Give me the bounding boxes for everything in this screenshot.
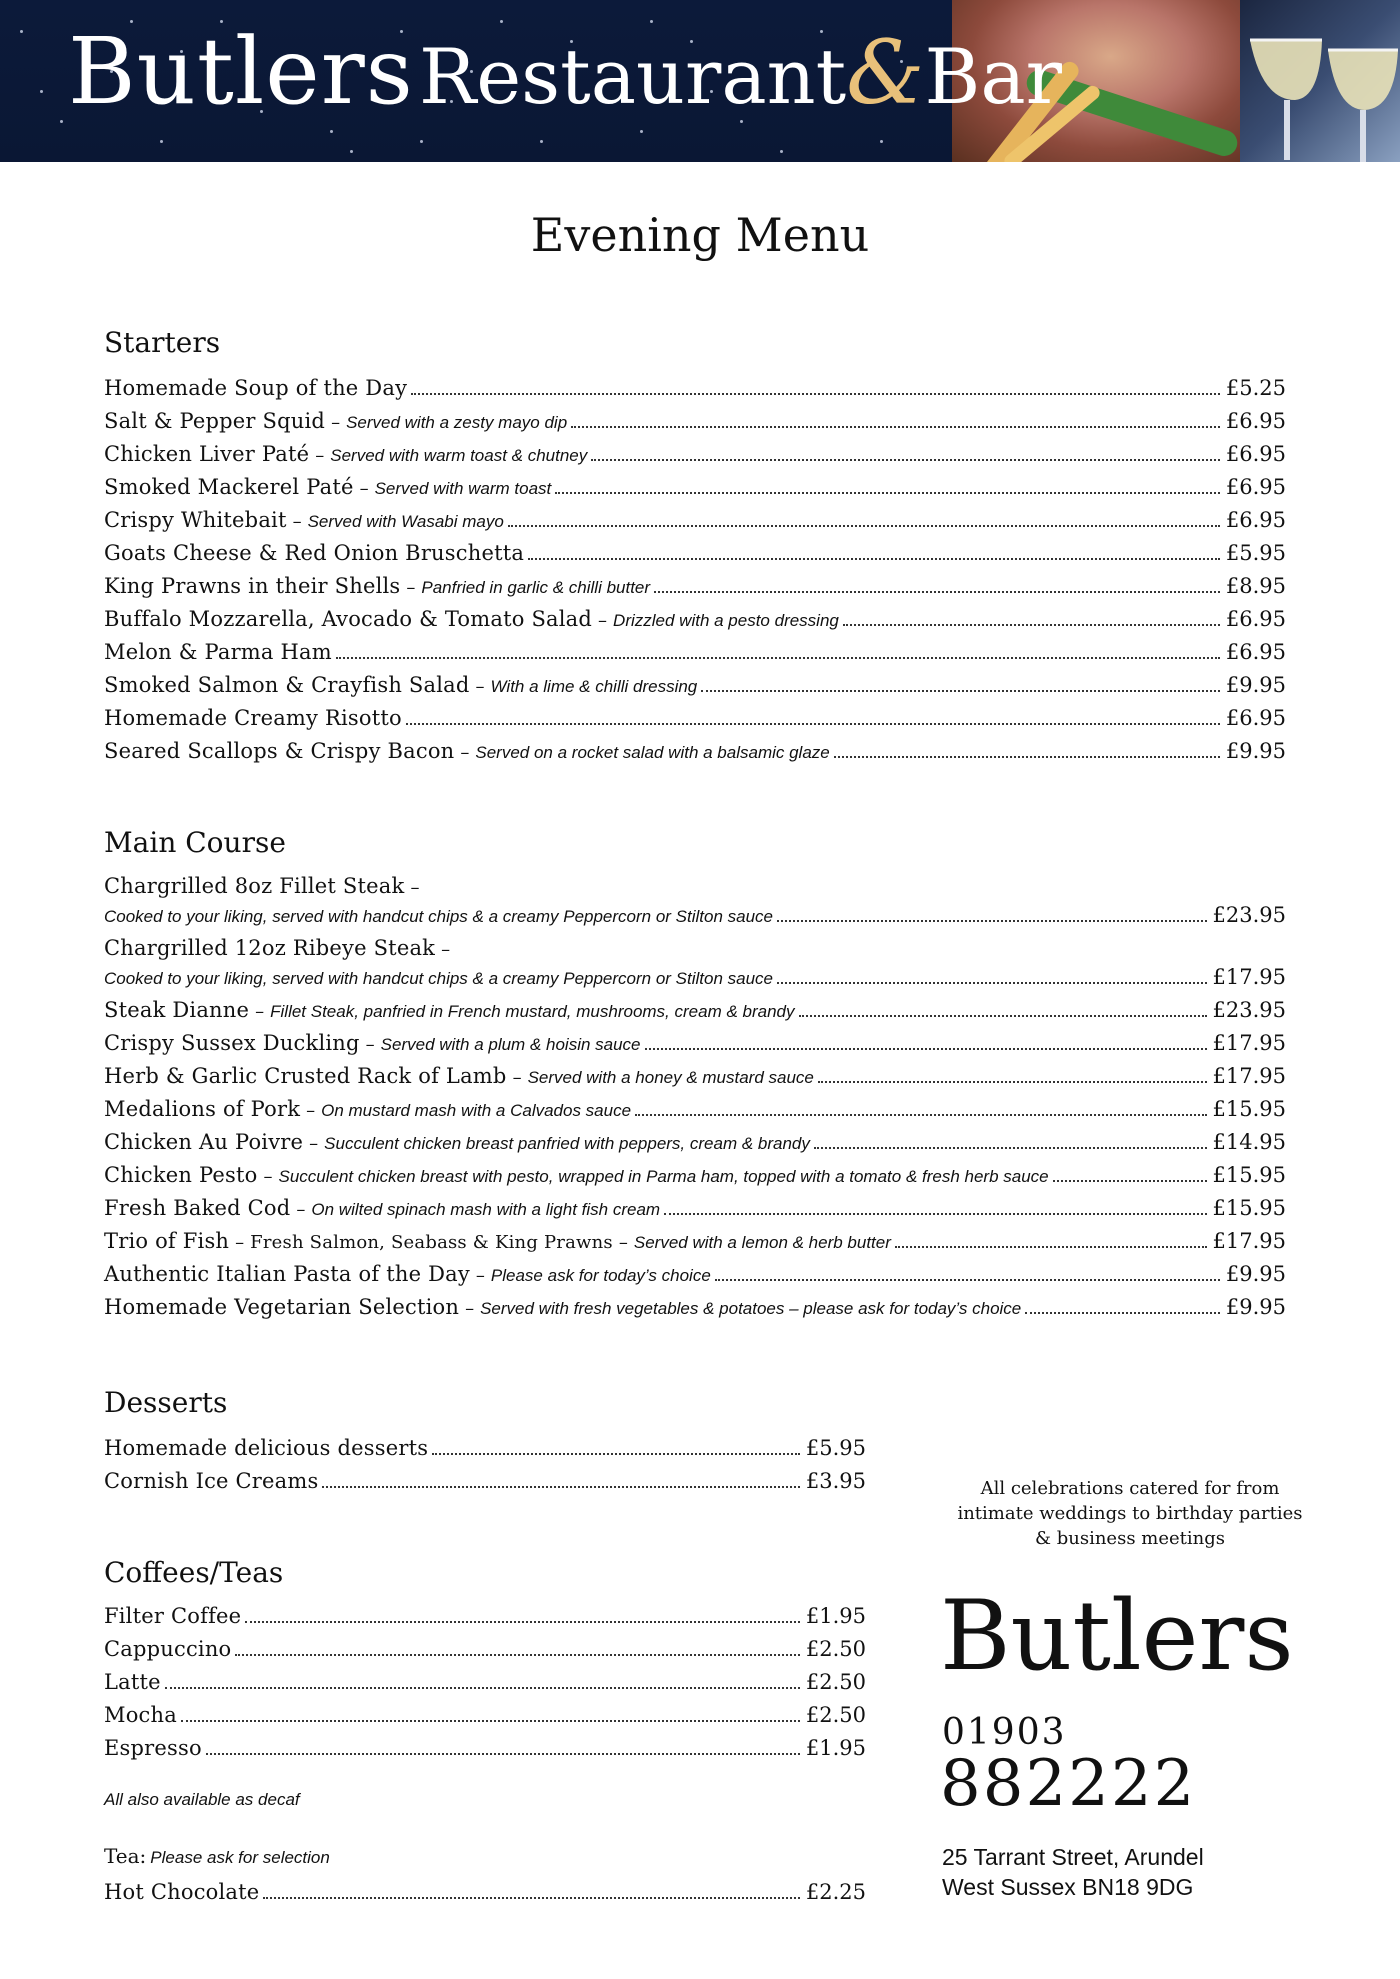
item-name: Chicken Liver Paté — [104, 442, 310, 466]
dot-leader — [555, 492, 1220, 494]
item-price: £15.95 — [1212, 1163, 1286, 1187]
item-name: Authentic Italian Pasta of the Day — [104, 1262, 470, 1286]
star-dot — [330, 130, 333, 133]
address-line: 25 Tarrant Street, Arundel — [942, 1844, 1204, 1870]
item-description: Served with a honey & mustard sauce — [527, 1068, 814, 1087]
dot-leader — [571, 426, 1220, 428]
star-dot — [650, 20, 653, 23]
tea-label: Tea: — [104, 1844, 147, 1868]
menu-row — [104, 1670, 866, 1703]
menu-row — [104, 475, 1286, 508]
item-description: Served with a plum & hoisin sauce — [380, 1035, 641, 1054]
dash: – — [441, 939, 451, 960]
item-price: £23.95 — [1212, 903, 1286, 927]
item-price: £6.95 — [1225, 442, 1286, 466]
dash: – — [365, 1034, 375, 1055]
item-price: £9.95 — [1225, 673, 1286, 697]
dot-leader — [508, 525, 1220, 527]
star-dot — [540, 140, 543, 143]
dot-leader — [263, 1897, 799, 1899]
menu-row-title — [104, 936, 1286, 965]
item-price: £6.95 — [1225, 475, 1286, 499]
address-line: West Sussex BN18 9DG — [942, 1874, 1194, 1900]
desserts-list — [104, 1436, 866, 1502]
hot-chocolate-list — [104, 1880, 866, 1913]
dash: – — [292, 511, 302, 532]
menu-row — [104, 1031, 1286, 1064]
item-description: Served with warm toast & chutney — [330, 446, 588, 465]
menu-row — [104, 541, 1286, 574]
dot-leader — [411, 393, 1220, 395]
menu-row — [104, 673, 1286, 706]
item-name: Steak Dianne — [104, 998, 250, 1022]
starters-list — [104, 376, 1286, 772]
item-name: Crispy Sussex Duckling — [104, 1031, 360, 1055]
star-dot — [880, 140, 883, 143]
item-description: On mustard mash with a Calvados sauce — [321, 1101, 632, 1120]
item-price: £6.95 — [1225, 706, 1286, 730]
menu-row — [104, 508, 1286, 541]
item-name: Trio of Fish — [104, 1229, 230, 1253]
dash: – — [235, 1232, 245, 1253]
item-name: Chargrilled 8oz Fillet Steak — [104, 874, 405, 898]
restaurant-title — [68, 18, 1062, 125]
item-price: £17.95 — [1212, 1229, 1286, 1253]
item-price: £2.50 — [805, 1637, 866, 1661]
dash: – — [460, 742, 470, 763]
dot-leader — [814, 1147, 1207, 1149]
dot-leader — [818, 1081, 1207, 1083]
item-description: Served with a lemon & herb butter — [633, 1233, 891, 1252]
item-name: Smoked Salmon & Crayfish Salad — [104, 673, 470, 697]
item-description: Served with fresh vegetables & potatoes – please ask for today’s choice — [480, 1299, 1022, 1318]
menu-row — [104, 409, 1286, 442]
brand-logo: Butlers — [940, 1580, 1294, 1692]
item-price: £1.95 — [805, 1736, 866, 1760]
menu-row — [104, 706, 1286, 739]
item-name: Homemade Soup of the Day — [104, 376, 408, 400]
item-price: £1.95 — [805, 1604, 866, 1628]
celebrations-line: All celebrations catered for from — [980, 1478, 1280, 1499]
star-dot — [160, 140, 163, 143]
dash: – — [410, 877, 420, 898]
star-dot — [780, 150, 783, 153]
item-price: £6.95 — [1225, 409, 1286, 433]
item-name: Cappuccino — [104, 1637, 232, 1661]
item-description: Cooked to your liking, served with handcut chips & a creamy Peppercorn or Stilton sauce — [104, 907, 774, 926]
tea-line — [104, 1844, 330, 1868]
dot-leader — [1053, 1180, 1207, 1182]
item-name: Herb & Garlic Crusted Rack of Lamb — [104, 1064, 507, 1088]
menu-row — [104, 1604, 866, 1637]
star-dot — [40, 90, 43, 93]
menu-row — [104, 442, 1286, 475]
menu-row — [104, 903, 1286, 936]
item-name: Buffalo Mozzarella, Avocado & Tomato Salad — [104, 607, 593, 631]
menu-row — [104, 1262, 1286, 1295]
menu-row — [104, 1736, 866, 1769]
item-name: Seared Scallops & Crispy Bacon — [104, 739, 455, 763]
item-price: £17.95 — [1212, 965, 1286, 989]
tea-note: Please ask for selection — [150, 1848, 330, 1867]
dash: – — [296, 1199, 306, 1220]
star-dot — [420, 140, 423, 143]
item-description: Served on a rocket salad with a balsamic glaze — [475, 743, 830, 762]
menu-row — [104, 1703, 866, 1736]
item-price: £8.95 — [1225, 574, 1286, 598]
menu-row — [104, 607, 1286, 640]
item-name: Hot Chocolate — [104, 1880, 260, 1904]
item-price: £2.50 — [805, 1670, 866, 1694]
item-name: Cornish Ice Creams — [104, 1469, 319, 1493]
menu-row — [104, 640, 1286, 673]
item-description: Please ask for today’s choice — [490, 1266, 711, 1285]
item-name: Goats Cheese & Red Onion Bruschetta — [104, 541, 525, 565]
dash: – — [306, 1100, 316, 1121]
menu-row — [104, 1163, 1286, 1196]
menu-row — [104, 574, 1286, 607]
coffees-heading: Coffees/Teas — [104, 1556, 284, 1589]
dot-leader — [165, 1687, 800, 1689]
item-price: £6.95 — [1225, 508, 1286, 532]
item-description: Succulent chicken breast panfried with peppers, cream & brandy — [324, 1134, 810, 1153]
star-dot — [350, 150, 353, 153]
item-description: Served with a zesty mayo dip — [346, 413, 568, 432]
main-course-heading: Main Course — [104, 826, 286, 859]
menu-row — [104, 1436, 866, 1469]
wine-glasses-photo — [1240, 0, 1400, 162]
item-name: Chargrilled 12oz Ribeye Steak — [104, 936, 436, 960]
dot-leader — [715, 1279, 1220, 1281]
dash: – — [263, 1166, 273, 1187]
item-name: King Prawns in their Shells — [104, 574, 401, 598]
dash: – — [465, 1298, 475, 1319]
menu-row — [104, 739, 1286, 772]
celebrations-note — [930, 1476, 1330, 1551]
item-subtitle: Fresh Salmon, Seabass & King Prawns — [250, 1232, 613, 1253]
item-name: Fresh Baked Cod — [104, 1196, 291, 1220]
item-name: Smoked Mackerel Paté — [104, 475, 354, 499]
item-name: Homemade Creamy Risotto — [104, 706, 402, 730]
item-name: Salt & Pepper Squid — [104, 409, 326, 433]
bar-word: Bar — [924, 32, 1062, 121]
wine-glasses-icon — [1240, 0, 1400, 162]
menu-row-title — [104, 874, 1286, 903]
ampersand: & — [846, 21, 925, 124]
celebrations-line: intimate weddings to birthday parties — [957, 1503, 1303, 1524]
menu-row — [104, 1130, 1286, 1163]
dash: – — [598, 610, 608, 631]
item-description: With a lime & chilli dressing — [490, 677, 698, 696]
item-price: £5.95 — [805, 1436, 866, 1460]
starters-heading: Starters — [104, 326, 221, 359]
dash: – — [406, 577, 416, 598]
dash: – — [331, 412, 341, 433]
restaurant-word: Restaurant — [418, 32, 847, 121]
item-price: £5.25 — [1225, 376, 1286, 400]
brand-word: Butlers — [68, 18, 414, 125]
page-title: Evening Menu — [530, 208, 870, 262]
item-price: £9.95 — [1225, 1262, 1286, 1286]
item-name: Homemade Vegetarian Selection — [104, 1295, 460, 1319]
item-price: £17.95 — [1212, 1031, 1286, 1055]
item-name: Latte — [104, 1670, 161, 1694]
dot-leader — [336, 657, 1220, 659]
star-dot — [60, 120, 63, 123]
dash: – — [359, 478, 369, 499]
menu-row — [104, 1880, 866, 1913]
dash: – — [475, 1265, 485, 1286]
star-dot — [20, 30, 23, 33]
item-description: Cooked to your liking, served with handcut chips & a creamy Peppercorn or Stilton sauce — [104, 969, 774, 988]
menu-row — [104, 1637, 866, 1670]
dot-leader — [1025, 1312, 1220, 1314]
dot-leader — [777, 982, 1207, 984]
item-price: £9.95 — [1225, 739, 1286, 763]
item-description: Served with warm toast — [374, 479, 552, 498]
dash: – — [618, 1232, 628, 1253]
item-description: Succulent chicken breast with pesto, wrapped in Parma ham, topped with a tomato & fresh herb sauce — [278, 1167, 1049, 1186]
decaf-note: All also available as decaf — [104, 1790, 300, 1809]
star-dot — [640, 130, 643, 133]
item-price: £3.95 — [805, 1469, 866, 1493]
dot-leader — [235, 1654, 799, 1656]
item-description: Drizzled with a pesto dressing — [613, 611, 839, 630]
item-price: £15.95 — [1212, 1196, 1286, 1220]
menu-row — [104, 1295, 1286, 1328]
item-price: £2.50 — [805, 1703, 866, 1727]
menu-row — [104, 1097, 1286, 1130]
dot-leader — [528, 558, 1220, 560]
dot-leader — [432, 1453, 800, 1455]
phone-number: 882222 — [940, 1747, 1197, 1821]
menu-row — [104, 1064, 1286, 1097]
dot-leader — [777, 920, 1207, 922]
menu-row — [104, 965, 1286, 998]
item-description: On wilted spinach mash with a light fish cream — [311, 1200, 661, 1219]
item-price: £14.95 — [1212, 1130, 1286, 1154]
dot-leader — [635, 1114, 1206, 1116]
dot-leader — [799, 1015, 1207, 1017]
dot-leader — [895, 1246, 1207, 1248]
item-price: £17.95 — [1212, 1064, 1286, 1088]
menu-row — [104, 376, 1286, 409]
dash: – — [309, 1133, 319, 1154]
item-description: Served with Wasabi mayo — [307, 512, 504, 531]
item-name: Espresso — [104, 1736, 202, 1760]
dot-leader — [591, 459, 1220, 461]
dash: – — [512, 1067, 522, 1088]
dash: – — [475, 676, 485, 697]
dot-leader — [664, 1213, 1206, 1215]
coffees-list — [104, 1604, 866, 1769]
dash: – — [255, 1001, 265, 1022]
item-name: Chicken Pesto — [104, 1163, 258, 1187]
item-name: Melon & Parma Ham — [104, 640, 332, 664]
star-dot — [500, 20, 503, 23]
dot-leader — [406, 723, 1220, 725]
item-name: Medalions of Pork — [104, 1097, 301, 1121]
dot-leader — [654, 591, 1220, 593]
dot-leader — [245, 1621, 800, 1623]
item-price: £6.95 — [1225, 607, 1286, 631]
dot-leader — [206, 1753, 800, 1755]
item-name: Filter Coffee — [104, 1604, 242, 1628]
item-description: Panfried in garlic & chilli butter — [421, 578, 651, 597]
item-price: £2.25 — [805, 1880, 866, 1904]
item-price: £6.95 — [1225, 640, 1286, 664]
dot-leader — [843, 624, 1220, 626]
item-price: £5.95 — [1225, 541, 1286, 565]
item-name: Crispy Whitebait — [104, 508, 287, 532]
dot-leader — [322, 1486, 799, 1488]
desserts-heading: Desserts — [104, 1386, 228, 1419]
dot-leader — [834, 756, 1220, 758]
menu-row — [104, 1196, 1286, 1229]
item-name: Mocha — [104, 1703, 177, 1727]
address — [942, 1842, 1204, 1902]
dash: – — [315, 445, 325, 466]
item-description: Fillet Steak, panfried in French mustard, mushrooms, cream & brandy — [270, 1002, 795, 1021]
header-banner — [0, 0, 1400, 162]
menu-row — [104, 1469, 866, 1502]
phone-area-code: 01903 — [942, 1712, 1067, 1753]
item-name: Homemade delicious desserts — [104, 1436, 429, 1460]
dot-leader — [701, 690, 1220, 692]
item-price: £9.95 — [1225, 1295, 1286, 1319]
item-price: £23.95 — [1212, 998, 1286, 1022]
menu-row — [104, 998, 1286, 1031]
main-course-list — [104, 874, 1286, 1328]
item-price: £15.95 — [1212, 1097, 1286, 1121]
celebrations-line: & business meetings — [1034, 1528, 1225, 1549]
item-name: Chicken Au Poivre — [104, 1130, 304, 1154]
dot-leader — [645, 1048, 1207, 1050]
dot-leader — [181, 1720, 800, 1722]
menu-row — [104, 1229, 1286, 1262]
